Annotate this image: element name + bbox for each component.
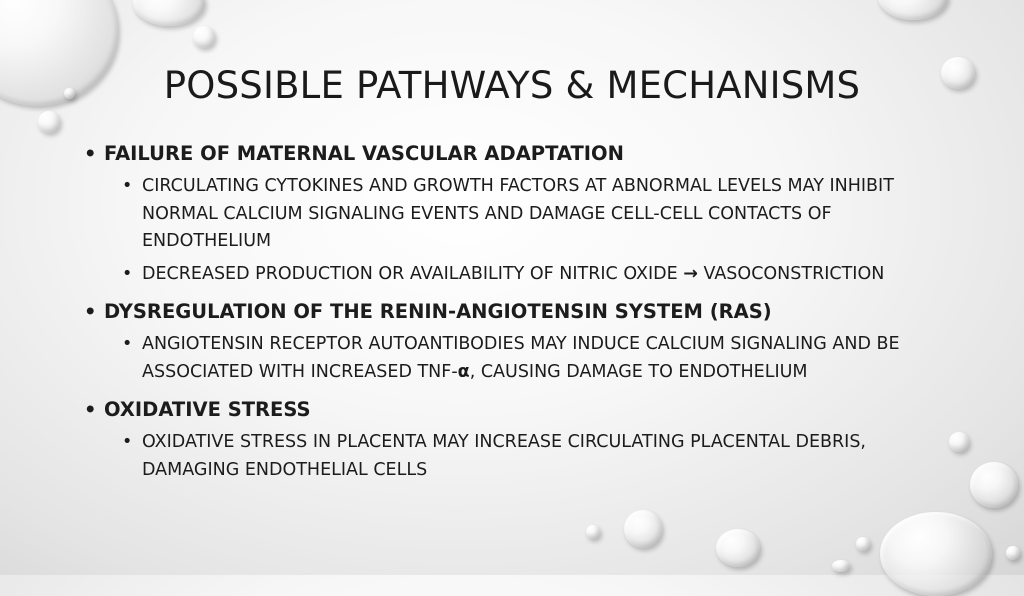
water-droplet-decoration — [38, 111, 60, 133]
sub-bullet-text: VASOCONSTRICTION — [697, 263, 885, 284]
water-droplet-decoration — [949, 432, 969, 452]
right-arrow-icon: → — [683, 263, 698, 284]
bullet-icon: • — [122, 176, 133, 196]
section-heading-vascular-adaptation — [84, 140, 944, 168]
water-droplet-decoration — [624, 510, 662, 548]
water-droplet-decoration — [133, 0, 205, 26]
bullet-icon: • — [122, 334, 133, 354]
water-droplet-decoration — [586, 525, 600, 539]
water-droplet-decoration — [880, 512, 992, 596]
water-droplet-decoration — [856, 537, 870, 551]
alpha-symbol: α — [457, 361, 470, 382]
section-heading-ras — [84, 298, 944, 326]
bullet-icon: • — [122, 263, 133, 284]
sub-bullet-autoantibodies — [122, 331, 932, 386]
sub-bullet-nitric-oxide — [122, 261, 932, 289]
section-heading-text: DYSREGULATION OF THE RENIN-ANGIOTENSIN SYSTEM (RAS) — [104, 300, 772, 323]
bullet-icon: • — [122, 432, 133, 452]
slide-title: POSSIBLE PATHWAYS & MECHANISMS — [163, 64, 861, 107]
section-heading-text: FAILURE OF MATERNAL VASCULAR ADAPTATION — [104, 142, 624, 165]
bullet-icon: • — [84, 142, 97, 165]
water-droplet-decoration — [970, 462, 1018, 508]
section-heading-text: OXIDATIVE STRESS — [104, 398, 311, 421]
sub-bullet-text: DECREASED PRODUCTION OR AVAILABILITY OF NITRIC OXIDE — [142, 263, 684, 284]
water-droplet-decoration — [832, 560, 850, 572]
sub-bullet-placental-debris — [122, 429, 932, 484]
water-droplet-decoration — [193, 26, 215, 48]
sub-bullet-text: ANGIOTENSIN RECEPTOR AUTOANTIBODIES MAY INDUCE CALCIUM SIGNALING AND BE ASSOCIATED WITH INCREASED TNF- — [142, 334, 900, 382]
water-droplet-decoration — [878, 0, 948, 20]
section-heading-oxidative-stress — [84, 396, 944, 424]
sub-bullet-text: OXIDATIVE STRESS IN PLACENTA MAY INCREASE CIRCULATING PLACENTAL DEBRIS, DAMAGING ENDOTHELIAL CELLS — [142, 432, 866, 480]
bullet-icon: • — [84, 398, 97, 421]
bullet-list — [84, 140, 944, 484]
sub-bullet-text: , CAUSING DAMAGE TO ENDOTHELIUM — [469, 361, 808, 382]
bullet-icon: • — [84, 300, 97, 323]
water-droplet-decoration — [1006, 546, 1020, 560]
sub-bullet-text: CIRCULATING CYTOKINES AND GROWTH FACTORS AT ABNORMAL LEVELS MAY INHIBIT NORMAL CALCIUM SIGNALING EVENTS AND DAMAGE CELL-CELL CONTACTS OF ENDOTHELIUM — [142, 176, 894, 251]
water-droplet-decoration — [716, 529, 760, 567]
sub-bullet-cytokines — [122, 173, 932, 256]
